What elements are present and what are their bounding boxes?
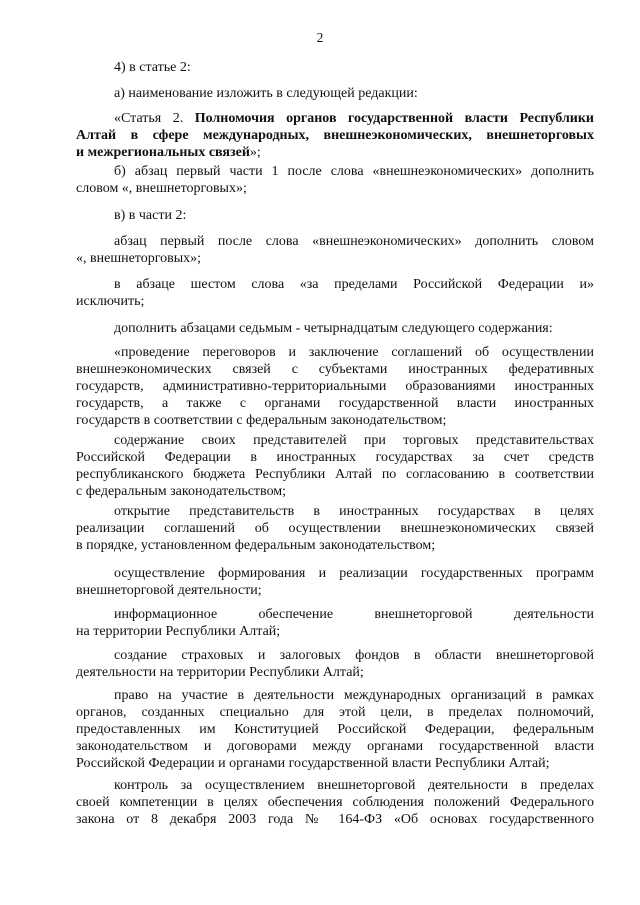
international-orgs-line-1: право на участие в деятельности международных организаций в рамках <box>114 688 594 703</box>
paragraph-b <box>76 164 594 198</box>
paragraph-sixth-abzac <box>76 277 594 311</box>
paragraph-b-line-1: б) абзац первый части 1 после слова «внешнеэкономических» дополнить <box>114 164 594 179</box>
representatives-line-1: содержание своих представителей при торговых представительствах <box>114 433 594 448</box>
representatives-line-3: республиканского бюджета Республики Алтай по согласованию в соответствии <box>76 466 594 482</box>
control-line-3: закона от 8 декабря 2003 года № 164-ФЗ «Об основах государственного <box>76 811 594 827</box>
paragraph-offices <box>76 504 594 555</box>
negotiations-line-5: государств в соответствии с федеральным законодательством; <box>76 412 447 428</box>
new-title-line-2 <box>76 128 594 145</box>
new-title-suffix: »; <box>249 144 261 160</box>
paragraph-first-abzac <box>76 234 594 268</box>
negotiations-line-2: внешнеэкономических связей с субъектами иностранных федеративных <box>76 361 594 377</box>
paragraph-international-orgs <box>76 688 594 773</box>
programs-line-1: осуществление формирования и реализации государственных программ <box>114 566 594 581</box>
paragraph-article-2: 4) в статье 2: <box>114 60 191 75</box>
paragraph-add-abzacs: дополнить абзацами седьмым - четырнадцатым следующего содержания: <box>114 321 553 336</box>
international-orgs-line-4: законодательством и договорами между органами государственной власти <box>76 738 594 754</box>
sixth-abzac-line-2: исключить; <box>76 293 145 309</box>
offices-line-2: реализации соглашений об осуществлении внешнеэкономических связей <box>76 520 594 536</box>
negotiations-line-3: государств, административно-территориальными образованиями иностранных <box>76 378 594 394</box>
international-orgs-line-2: органов, созданных специально для этой цели, в пределах полномочий, <box>76 704 594 720</box>
funds-line-2: деятельности на территории Республики Алтай; <box>76 664 364 680</box>
offices-line-1: открытие представительств в иностранных государствах в целях <box>114 504 594 519</box>
new-title-bold-2: Алтай в сфере международных, внешнеэкономических, внешнеторговых <box>76 127 594 143</box>
information-line-1: информационное обеспечение внешнеторговой деятельности <box>114 607 594 622</box>
paragraph-control <box>76 778 594 829</box>
paragraph-b-line-2: словом «, внешнеторговых»; <box>76 180 247 196</box>
paragraph-programs <box>76 566 594 600</box>
information-line-2: на территории Республики Алтай; <box>76 623 281 639</box>
new-title-bold-1: Полномочия органов государственной власти Республики <box>194 111 594 126</box>
new-title-bold-3: и межрегиональных связей <box>76 144 250 160</box>
page-number: 2 <box>316 30 324 45</box>
programs-line-2: внешнеторговой деятельности; <box>76 582 262 598</box>
paragraph-funds <box>76 648 594 682</box>
control-line-2: своей компетенции в целях обеспечения соблюдения положений Федерального <box>76 794 594 810</box>
international-orgs-line-5: Российской Федерации и органами государственной власти Республики Алтай; <box>76 755 550 771</box>
paragraph-v: в) в части 2: <box>114 208 187 223</box>
paragraph-new-title <box>76 111 594 162</box>
representatives-line-4: с федеральным законодательством; <box>76 483 287 499</box>
paragraph-title-change: а) наименование изложить в следующей редакции: <box>114 86 418 101</box>
control-line-1: контроль за осуществлением внешнеторговой деятельности в пределах <box>114 778 594 793</box>
representatives-line-2: Российской Федерации в иностранных государствах за счет средств <box>76 449 594 465</box>
paragraph-information <box>76 607 594 641</box>
new-title-line-1 <box>76 111 594 128</box>
negotiations-line-1: «проведение переговоров и заключение соглашений об осуществлении <box>114 345 594 360</box>
new-title-line-3 <box>76 145 594 162</box>
international-orgs-line-3: предоставленных им Конституцией Российской Федерации, федеральным <box>76 721 594 737</box>
new-title-prefix: «Статья 2. <box>114 111 195 126</box>
negotiations-line-4: государств, а также с органами государственной власти иностранных <box>76 395 594 411</box>
paragraph-negotiations <box>76 345 594 430</box>
first-abzac-line-2: «, внешнеторговых»; <box>76 250 202 266</box>
first-abzac-line-1: абзац первый после слова «внешнеэкономических» дополнить словом <box>114 234 594 249</box>
sixth-abzac-line-1: в абзаце шестом слова «за пределами Российской Федерации и» <box>114 277 594 292</box>
paragraph-representatives <box>76 433 594 501</box>
offices-line-3: в порядке, установленном федеральным законодательством; <box>76 537 436 553</box>
funds-line-1: создание страховых и залоговых фондов в области внешнеторговой <box>114 648 594 663</box>
